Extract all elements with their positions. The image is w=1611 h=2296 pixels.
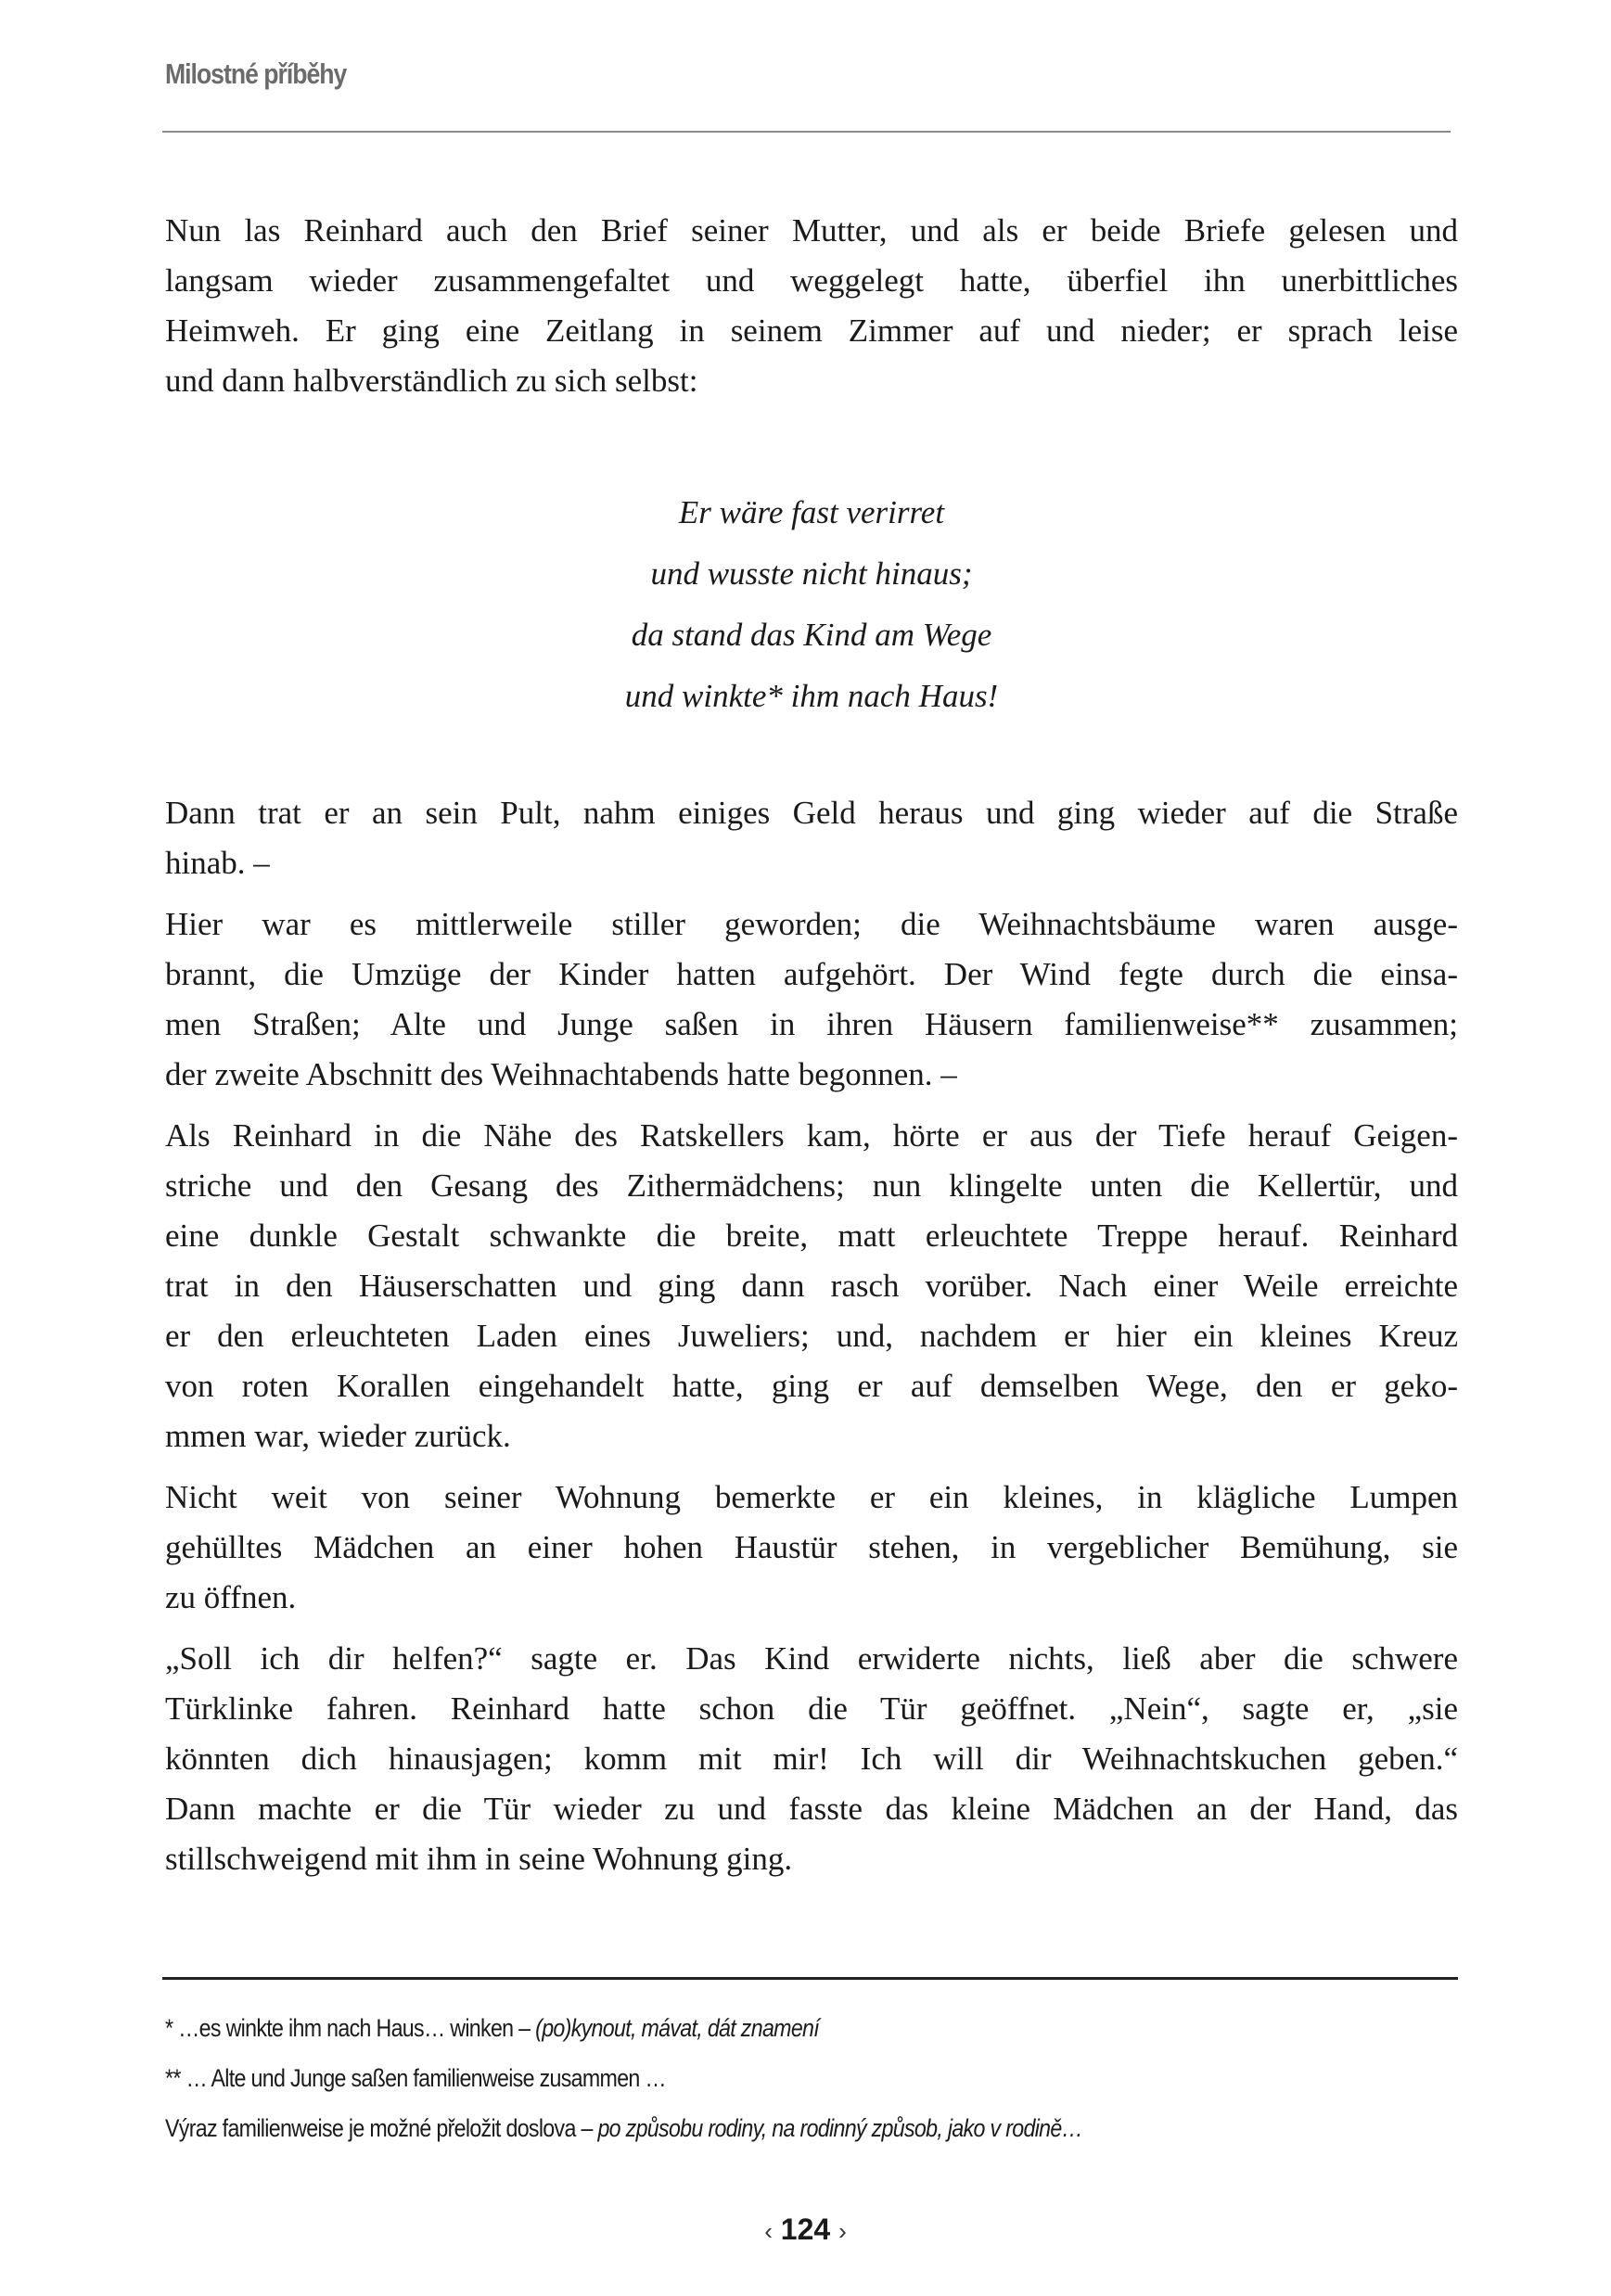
text-line: Dann trat er an sein Pult, nahm einiges Geld heraus und ging wieder auf die Straße xyxy=(165,795,1458,831)
main-text xyxy=(165,788,1458,1895)
page-left-bracket: ‹ xyxy=(764,2217,773,2245)
text-line: und wusste nicht hinaus; xyxy=(650,555,973,592)
footnote-mark: * xyxy=(165,2014,173,2042)
footnote-text: …es winkte ihm nach Haus… winken – xyxy=(173,2014,536,2042)
text-line: stillschweigend mit ihm in seine Wohnung ging. xyxy=(165,1841,793,1877)
footnote-italic: po způsobu rodiny, na rodinný způsob, jako v rodině… xyxy=(597,2114,1083,2142)
footnote xyxy=(165,2003,1082,2053)
footnote xyxy=(165,2053,1082,2103)
footnote-rule xyxy=(162,1977,1458,1980)
text-line: striche und den Gesang des Zithermädchens; nun klingelte unten die Kellertür, und xyxy=(165,1167,1458,1204)
text-line: Türklinke fahren. Reinhard hatte schon die Tür geöffnet. „Nein“, sagte er, „sie xyxy=(165,1690,1458,1727)
text-line: brannt, die Umzüge der Kinder hatten aufgehört. Der Wind fegte durch die einsa- xyxy=(165,956,1458,992)
text-line: „Soll ich dir helfen?“ sagte er. Das Kind erwiderte nichts, ließ aber die schwere xyxy=(165,1640,1458,1677)
text-line: langsam wieder zusammengefaltet und weggelegt hatte, überfiel ihn unerbittliches xyxy=(165,262,1458,299)
text-line: men Straßen; Alte und Junge saßen in ihren Häusern familienweise** zusammen; xyxy=(165,1006,1458,1042)
poem xyxy=(165,482,1458,727)
footnote-text: Výraz familienweise je možné přeložit doslova – xyxy=(165,2114,598,2142)
text-line: Heimweh. Er ging eine Zeitlang in seinem Zimmer auf und nieder; er sprach leise xyxy=(165,313,1458,349)
footnotes xyxy=(165,2003,1232,2153)
text-line: könnten dich hinausjagen; komm mit mir! Ich will dir Weihnachtskuchen geben.“ xyxy=(165,1741,1458,1777)
text-line: Nun las Reinhard auch den Brief seiner Mutter, und als er beide Briefe gelesen und xyxy=(165,212,1458,249)
text-line: trat in den Häuserschatten und ging dann rasch vorüber. Nach einer Weile erreichte xyxy=(165,1268,1458,1304)
text-line: da stand das Kind am Wege xyxy=(631,617,992,653)
paragraph xyxy=(165,899,1458,1100)
footnote xyxy=(165,2103,1082,2153)
text-line: Als Reinhard in die Nähe des Ratskellers kam, hörte er aus der Tiefe herauf Geigen- xyxy=(165,1117,1458,1154)
text-line: Er wäre fast verirret xyxy=(678,494,945,530)
footnote-italic: (po)kynout, mávat, dát znamení xyxy=(535,2014,820,2042)
text-line: er den erleuchteten Laden eines Juweliers; und, nachdem er hier ein kleines Kreuz xyxy=(165,1318,1458,1354)
text-line: Nicht weit von seiner Wohnung bemerkte er ein kleines, in klägliche Lumpen xyxy=(165,1479,1458,1515)
text-line: gehülltes Mädchen an einer hohen Haustür stehen, in vergeblicher Bemühung, sie xyxy=(165,1529,1458,1565)
text-line: Dann machte er die Tür wieder zu und fasste das kleine Mädchen an der Hand, das xyxy=(165,1791,1458,1827)
page-right-bracket: › xyxy=(838,2217,847,2245)
text-line: Hier war es mittlerweile stiller geworden; die Weihnachtsbäume waren ausge- xyxy=(165,906,1458,942)
paragraph xyxy=(165,788,1458,888)
text-line: und winkte* ihm nach Haus! xyxy=(624,678,999,714)
text-line: der zweite Abschnitt des Weihnachtabends hatte begonnen. – xyxy=(165,1056,957,1092)
paragraph xyxy=(165,1111,1458,1461)
running-header: Milostné příběhy xyxy=(165,57,347,90)
text-line: mmen war, wieder zurück. xyxy=(165,1418,511,1454)
footnote-mark: ** xyxy=(165,2064,181,2092)
text-line: eine dunkle Gestalt schwankte die breite, matt erleuchtete Treppe herauf. Reinhard xyxy=(165,1218,1458,1254)
page-number-value: 124 xyxy=(780,2213,831,2246)
footnote-text: … Alte und Junge saßen familienweise zusammen … xyxy=(180,2064,666,2092)
header-rule xyxy=(162,131,1451,133)
text-line: zu öffnen. xyxy=(165,1579,297,1615)
paragraph xyxy=(165,1634,1458,1884)
text-line: von roten Korallen eingehandelt hatte, ging er auf demselben Wege, den er geko- xyxy=(165,1368,1458,1404)
text-line: hinab. – xyxy=(165,845,270,881)
text-line: und dann halbverständlich zu sich selbst: xyxy=(165,363,698,399)
page-number xyxy=(0,2213,1611,2247)
paragraph xyxy=(165,1473,1458,1623)
intro-paragraph xyxy=(165,206,1458,406)
